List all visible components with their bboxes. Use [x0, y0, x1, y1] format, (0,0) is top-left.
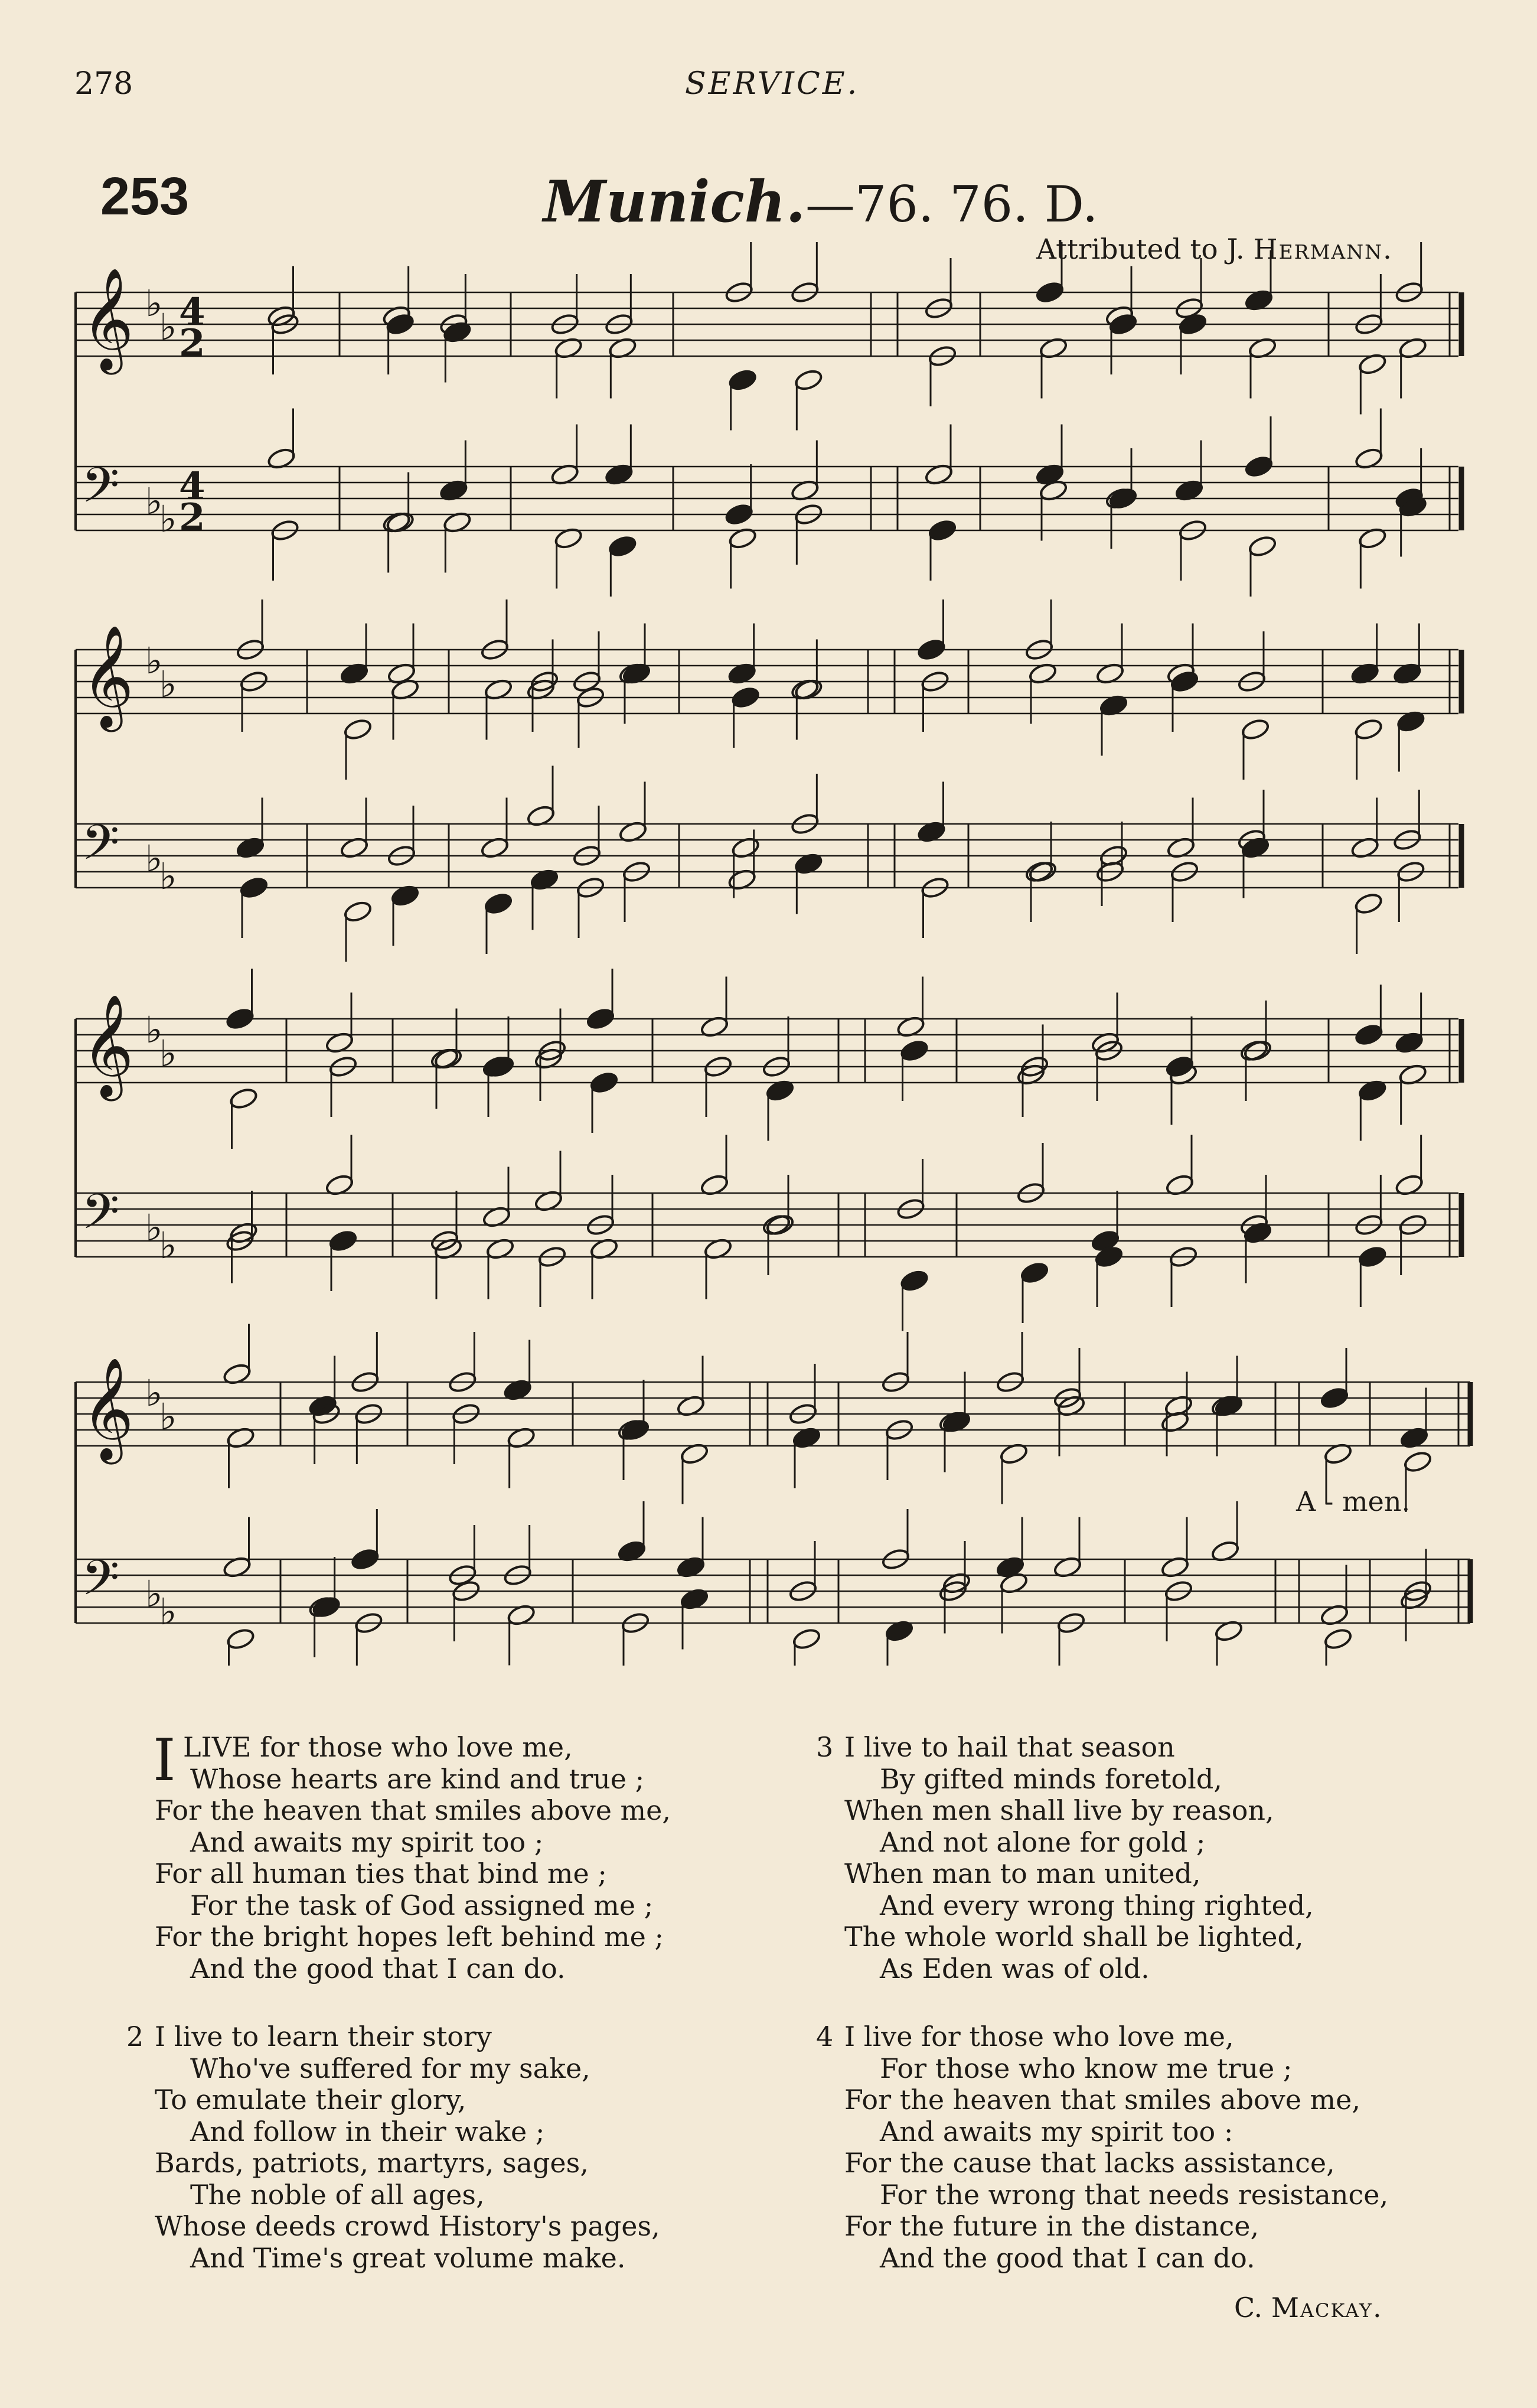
note-head — [1403, 1450, 1433, 1474]
time-signature-bottom: 2 — [179, 321, 205, 366]
note-head — [589, 1071, 619, 1095]
treble-clef-icon: 𝄞 — [81, 268, 134, 370]
stanza-1-line-2: Whose hearts are kind and true ; — [190, 1762, 645, 1795]
stanza-1-line-7: For the bright hopes left behind me ; — [155, 1921, 664, 1953]
flat-icon: ♭ — [145, 1572, 163, 1615]
note-head — [311, 1595, 341, 1620]
drop-cap: I — [153, 1727, 176, 1794]
stanza-3-line-3: When men shall live by reason, — [844, 1794, 1274, 1826]
stanza-4 — [816, 2021, 1388, 2274]
author-surname: Mackay. — [1271, 2292, 1383, 2324]
note-head — [899, 1269, 929, 1293]
note-head — [343, 900, 373, 924]
stanza-1-line-8: And the good that I can do. — [190, 1952, 566, 1985]
attribution-prefix: Attributed to J. — [1036, 233, 1254, 266]
flat-icon: ♭ — [145, 837, 163, 880]
composer-name: Hermann. — [1253, 233, 1393, 266]
flat-icon: ♭ — [145, 1206, 163, 1249]
time-signature-top: 4 — [179, 290, 205, 334]
stanza-4-line-3: For the heaven that smiles above me, — [844, 2084, 1360, 2116]
flat-icon: ♭ — [159, 1590, 177, 1633]
stanza-3-line-4: And not alone for gold ; — [880, 1826, 1206, 1858]
tune-name: Munich. — [543, 168, 805, 235]
note-head — [1020, 1261, 1050, 1285]
stanza-2-line-4: And follow in their wake ; — [190, 2115, 545, 2148]
time-signature-bottom: 2 — [179, 496, 205, 540]
stanza-2-line-6: The noble of all ages, — [190, 2178, 485, 2211]
stanza-4-line-4: And awaits my spirit too : — [880, 2115, 1233, 2148]
section-title: SERVICE. — [685, 66, 860, 102]
stanza-4-line-2: For those who know me true ; — [880, 2052, 1293, 2084]
flat-icon: ♭ — [159, 663, 177, 706]
treble-clef-icon: 𝄞 — [81, 1357, 134, 1460]
stanza-1-line-3: For the heaven that smiles above me, — [155, 1794, 671, 1826]
note-head — [328, 1229, 358, 1253]
note-head — [899, 1039, 929, 1063]
stanza-3-line-5: When man to man united, — [844, 1858, 1201, 1889]
stanza-3 — [816, 1732, 1314, 1985]
note-head — [1357, 1245, 1388, 1269]
note-head — [730, 686, 761, 710]
note-head — [1353, 718, 1383, 742]
author-initial: C. — [1234, 2292, 1271, 2324]
note-head — [1108, 312, 1138, 337]
note-head — [727, 368, 758, 392]
note-head — [1248, 535, 1278, 559]
note-head — [794, 368, 824, 392]
stanza-3-line-7: The whole world shall be lighted, — [844, 1921, 1304, 1953]
treble-clef-icon: 𝄞 — [81, 625, 134, 728]
stanza-1-line-4: And awaits my spirit too ; — [190, 1826, 544, 1858]
note-head — [226, 1627, 256, 1651]
note-head — [385, 312, 415, 337]
flat-icon: ♭ — [159, 1224, 177, 1267]
stanza-3-line-1: 3 I live to hail that season — [816, 1731, 1175, 1763]
stanza-2-line-8: And Time's great volume make. — [190, 2241, 626, 2274]
author-credit — [1234, 2292, 1383, 2324]
note-head — [608, 535, 638, 559]
amen-lyric: A - men. — [1296, 1485, 1411, 1517]
time-signature-top: 4 — [179, 464, 205, 509]
note-head — [1320, 1386, 1350, 1410]
stanza-3-line-6: And every wrong thing righted, — [880, 1889, 1314, 1921]
flat-icon: ♭ — [159, 855, 177, 898]
note-head — [724, 503, 754, 527]
flat-icon: ♭ — [145, 480, 163, 523]
stanza-2-line-3: To emulate their glory, — [155, 2084, 466, 2116]
note-head — [1035, 281, 1065, 305]
note-head — [484, 892, 514, 916]
bass-clef-icon: 𝄢 — [81, 1183, 120, 1252]
note-head — [343, 718, 373, 742]
hymn-number: 253 — [100, 167, 190, 226]
page-number: 278 — [74, 66, 133, 102]
stanza-4-line-7: For the future in the distance, — [844, 2210, 1259, 2242]
note-head — [1353, 892, 1383, 916]
note-head — [350, 1547, 380, 1572]
stanza-4-line-1: 4 I live for those who love me, — [816, 2021, 1234, 2052]
flat-icon: ♭ — [159, 305, 177, 348]
stanza-number: 3 — [816, 1731, 834, 1763]
bass-clef-icon: 𝄢 — [81, 814, 120, 883]
stanza-4-line-5: For the cause that lacks assistance, — [844, 2147, 1335, 2179]
treble-clef-icon: 𝄞 — [81, 994, 134, 1097]
note-head — [485, 1055, 515, 1079]
stanza-2-line-1: 2 I live to learn their story — [126, 2021, 492, 2052]
bass-clef-icon: 𝄢 — [81, 457, 120, 526]
flat-icon: ♭ — [145, 1008, 163, 1051]
note-head — [229, 1087, 259, 1111]
stanza-number: 4 — [816, 2021, 834, 2052]
flat-icon: ♭ — [159, 497, 177, 540]
stanza-1 — [153, 1727, 671, 1985]
stanza-3-line-2: By gifted minds foretold, — [880, 1762, 1222, 1795]
tune-meter: —76. 76. D. — [805, 175, 1098, 233]
stanza-1-line-1: I LIVE for those who love me, — [153, 1727, 573, 1794]
stanza-1-line-5: For all human ties that bind me ; — [155, 1858, 607, 1889]
note-head — [916, 638, 947, 662]
stanza-4-line-8: And the good that I can do. — [880, 2241, 1255, 2274]
stanza-2-line-7: Whose deeds crowd History's pages, — [155, 2210, 660, 2242]
note-head — [621, 1418, 651, 1442]
note-head — [1241, 718, 1271, 742]
note-head — [239, 876, 269, 900]
stanza-2-line-5: Bards, patriots, martyrs, sages, — [155, 2147, 589, 2179]
flat-icon: ♭ — [145, 639, 163, 682]
stanza-2-line-2: Who've suffered for my sake, — [190, 2052, 590, 2084]
note-head — [225, 1007, 255, 1031]
note-head — [928, 519, 958, 543]
note-head — [1244, 455, 1274, 479]
stanza-number: 2 — [126, 2021, 144, 2052]
note-head — [1323, 1627, 1353, 1651]
note-head — [1108, 487, 1138, 511]
stanza-3-line-8: As Eden was of old. — [880, 1952, 1150, 1985]
flat-icon: ♭ — [145, 282, 163, 325]
flat-icon: ♭ — [159, 1032, 177, 1075]
note-head — [1170, 670, 1200, 694]
stanza-4-line-6: For the wrong that needs resistance, — [880, 2178, 1389, 2211]
stanza-2 — [126, 2021, 660, 2274]
stanza-1-line-6: For the task of God assigned me ; — [190, 1889, 654, 1921]
bass-clef-icon: 𝄢 — [81, 1549, 120, 1618]
note-head — [1354, 1023, 1384, 1047]
flat-icon: ♭ — [159, 1395, 177, 1438]
note-head — [792, 1627, 822, 1651]
flat-icon: ♭ — [145, 1371, 163, 1415]
note-head — [586, 1007, 616, 1031]
